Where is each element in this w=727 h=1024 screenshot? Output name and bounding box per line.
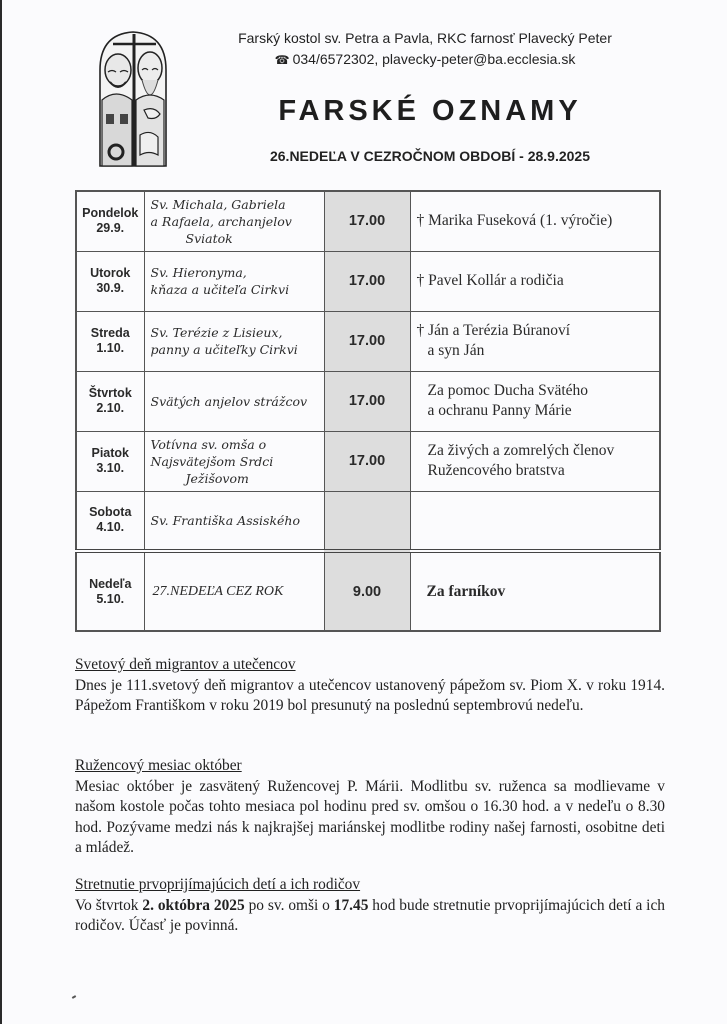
table-row xyxy=(76,191,660,251)
mass-time: 17.00 xyxy=(324,371,410,431)
body-text: hod bude stretnutie prvoprijímajúcich detí a ich rodičov. Účasť je povinná. xyxy=(75,896,665,934)
intention-cell xyxy=(410,431,660,491)
intention-line: Za pomoc Ducha Svätého xyxy=(427,382,589,399)
body-text: po sv. omši o xyxy=(244,896,334,914)
page-subtitle: 26.NEDEĽA V CEZROČNOM OBDOBÍ - 28.9.2025 xyxy=(269,148,590,164)
mass-time xyxy=(324,491,410,551)
day-name: Utorok xyxy=(90,266,131,280)
day-name: Pondelok xyxy=(82,206,139,221)
feast-line: Sv. Františka Assiského xyxy=(150,512,300,528)
feast-cell xyxy=(144,371,324,431)
day-cell xyxy=(76,491,144,551)
scan-edge xyxy=(0,0,2,1024)
announcement-rosary-month xyxy=(75,756,665,859)
intention-line: Ružencového bratstva xyxy=(427,462,565,479)
day-name: Piatok xyxy=(91,446,129,460)
announcement-first-communion-meeting xyxy=(75,875,665,937)
feast-line: kňaza a učiteľa Cirkvi xyxy=(150,282,290,297)
day-name: Sobota xyxy=(89,505,132,520)
feast-cell xyxy=(144,431,324,491)
feast-line: a Rafaela, archanjelov xyxy=(150,213,292,229)
feast-line: Votívna sv. omša o xyxy=(150,436,267,452)
day-name: Nedeľa xyxy=(89,576,132,591)
intention-cell xyxy=(410,191,660,251)
contact-line xyxy=(150,51,700,67)
table-row xyxy=(76,251,660,311)
announcement-body xyxy=(75,896,665,937)
day-cell xyxy=(76,251,144,311)
day-date: 30.9. xyxy=(96,281,125,295)
mass-time: 17.00 xyxy=(324,191,410,251)
announcement-heading: Stretnutie prvoprijímajúcich detí a ich rodičov xyxy=(75,876,361,893)
scan-speck xyxy=(72,995,76,999)
phone-icon: ☎ xyxy=(274,53,290,67)
table-row xyxy=(76,311,660,371)
feast-line: Sv. Terézie z Lisieux, xyxy=(150,325,283,340)
intention-line: Za farníkov xyxy=(426,582,506,600)
feast-cell xyxy=(144,551,324,631)
day-date: 1.10. xyxy=(96,341,125,355)
intention-line: Za živých a zomrelých členov xyxy=(427,442,615,459)
contact-text: 034/6572302, plavecky-peter@ba.ecclesia.sk xyxy=(292,51,576,67)
mass-time: 17.00 xyxy=(324,251,410,311)
feast-line: Ježišovom xyxy=(185,470,249,486)
day-cell xyxy=(76,311,144,371)
announcement-heading: Svetový deň migrantov a utečencov xyxy=(75,656,296,673)
feast-cell xyxy=(144,191,324,251)
intention-line: a ochranu Panny Márie xyxy=(427,402,572,419)
body-time: 17.45 xyxy=(333,896,369,914)
intention-line: † Ján a Terézia Búranoví xyxy=(416,322,571,339)
body-text: Vo štvrtok xyxy=(75,896,143,914)
intention-line: † Marika Fuseková (1. výročie) xyxy=(416,212,613,230)
feast-cell xyxy=(144,251,324,311)
day-cell xyxy=(76,431,144,491)
day-date: 2.10. xyxy=(96,401,125,415)
day-cell xyxy=(76,371,144,431)
intention-cell xyxy=(410,311,660,371)
mass-schedule-table xyxy=(75,190,661,632)
mass-time: 17.00 xyxy=(324,431,410,491)
intention-cell xyxy=(410,551,660,631)
feast-line: panny a učiteľky Cirkvi xyxy=(150,342,298,357)
day-date: 4.10. xyxy=(96,520,125,535)
table-row xyxy=(76,491,660,551)
intention-cell xyxy=(410,491,660,551)
announcement-body: Mesiac október je zasvätený Ružencovej P. Márii. Modlitbu sv. ruženca sa modlievame v našom kostole počas tohto mesiaca pol hodinu pred sv. omšou o 16.30 hod. a v nedeľu o 8.30 hod. Pozývame medzi nás k najkrajšej mariánskej modlitbe rodiny našej farnosti, osobitne deti a mládež. xyxy=(75,777,665,856)
day-date: 3.10. xyxy=(96,461,125,475)
intention-cell xyxy=(410,251,660,311)
announcement-body: Dnes je 111.svetový deň migrantov a utečencov ustanovený pápežom sv. Piom X. v roku 1914. Pápežom Františkom v roku 2019 bol presunutý na poslednú septembrovú nedeľu. xyxy=(75,676,665,714)
page-title: FARSKÉ OZNAMY xyxy=(278,95,582,127)
intention-cell xyxy=(410,371,660,431)
table-row-sunday xyxy=(76,551,660,631)
body-date: 2. októbra 2025 xyxy=(142,896,245,914)
church-name: Farský kostol sv. Petra a Pavla, RKC farnosť Plavecký Peter xyxy=(238,30,612,46)
day-name: Streda xyxy=(90,326,130,340)
day-date: 5.10. xyxy=(96,591,125,606)
feast-line: Sv. Michala, Gabriela xyxy=(150,196,286,212)
mass-time: 9.00 xyxy=(324,551,410,631)
intention-line: † Pavel Kollár a rodičia xyxy=(416,272,564,289)
day-date: 29.9. xyxy=(96,221,125,236)
announcement-heading: Ružencový mesiac október xyxy=(75,757,242,774)
day-name: Štvrtok xyxy=(88,386,132,400)
feast-cell xyxy=(144,311,324,371)
feast-line: Sviatok xyxy=(185,230,233,246)
intention-line: a syn Ján xyxy=(427,342,485,359)
feast-line: Sv. Hieronyma, xyxy=(150,265,247,280)
announcement-migrants xyxy=(75,655,665,717)
table-row xyxy=(76,431,660,491)
feast-line: 27.NEDEĽA CEZ ROK xyxy=(152,584,284,599)
table-row xyxy=(76,371,660,431)
feast-cell xyxy=(144,491,324,551)
feast-line: Svätých anjelov strážcov xyxy=(150,393,308,409)
mass-time: 17.00 xyxy=(324,311,410,371)
feast-line: Najsvätejšom Srdci xyxy=(150,453,274,469)
day-cell xyxy=(76,191,144,251)
day-cell xyxy=(76,551,144,631)
